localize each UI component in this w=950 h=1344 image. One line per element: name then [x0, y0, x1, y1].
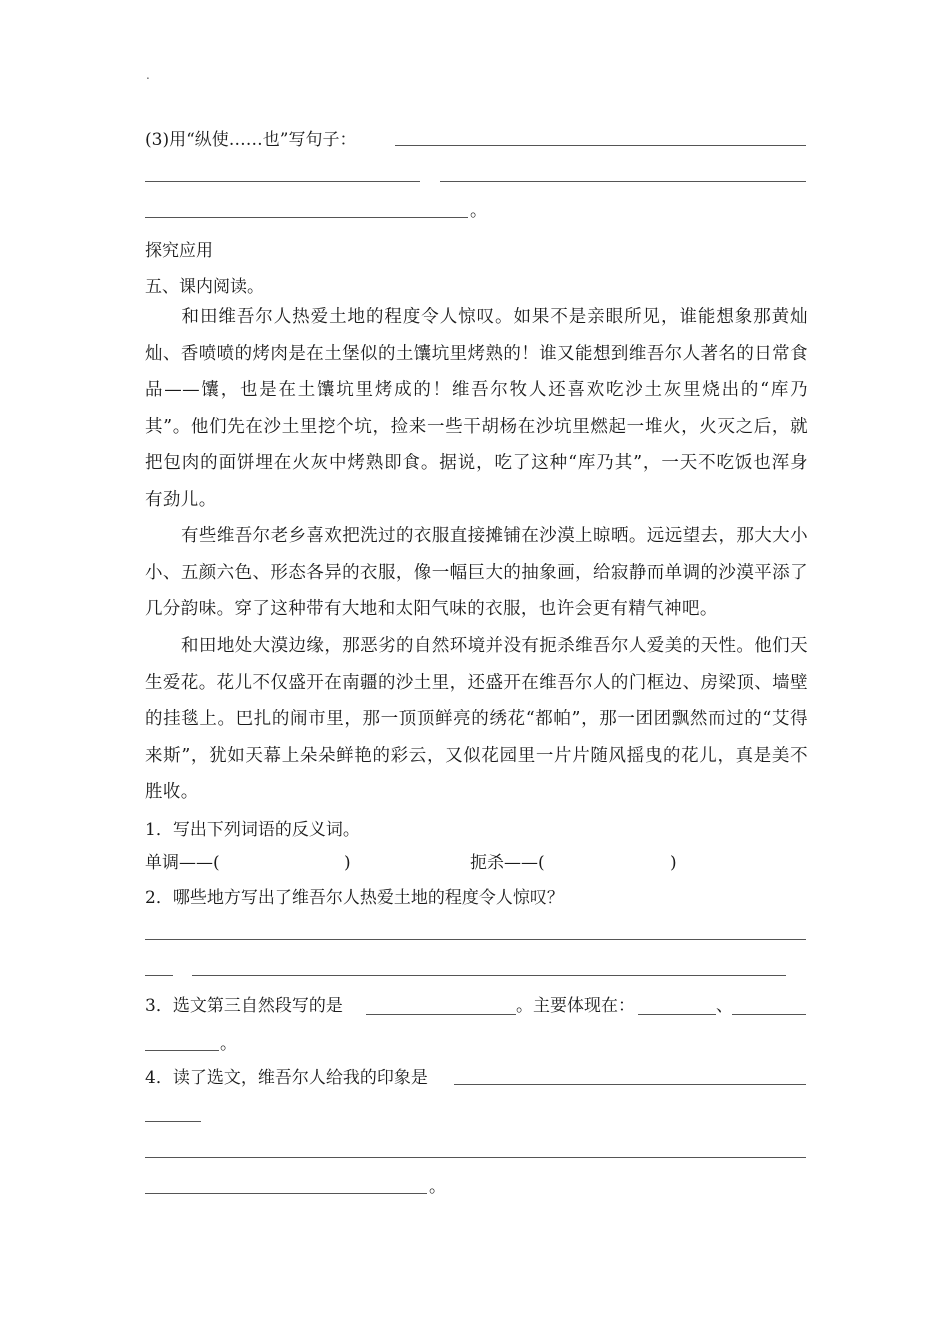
question-2: 2．哪些地方写出了维吾尔人热爱土地的程度令人惊叹？	[145, 888, 564, 908]
question-3-part-b: 。主要体现在：	[516, 996, 635, 1016]
answer-line[interactable]	[395, 145, 806, 146]
answer-line[interactable]	[732, 1014, 806, 1015]
passage-paragraph-2	[145, 518, 808, 628]
answer-line[interactable]	[145, 1193, 427, 1194]
answer-line[interactable]	[366, 1014, 516, 1015]
answer-line[interactable]	[145, 217, 468, 218]
passage-paragraph-1	[145, 299, 808, 518]
answer-line[interactable]	[145, 1121, 201, 1122]
answer-line[interactable]	[454, 1084, 806, 1085]
answer-line[interactable]	[145, 181, 420, 182]
page-dot: .	[146, 68, 150, 82]
paragraph-text: 和田地处大漠边缘，那恶劣的自然环境并没有扼杀维吾尔人爱美的天性。他们天生爱花。花儿不仅盛开在南疆的沙土里，还盛开在维吾尔人的门框边、房梁顶、墙壁的挂毯上。巴扎的闹市里，那一顶顶鲜亮的绣花“都帕”，那一团团飘然而过的“艾得来斯”，犹如天幕上朵朵鲜艳的彩云，又似花园里一片片随风摇曳的花儿，真是美不胜收。	[145, 636, 808, 802]
question-4: 4．读了选文，维吾尔人给我的印象是	[145, 1068, 428, 1088]
passage-paragraph-3	[145, 628, 808, 811]
q3-sentence-prompt: (3)用“纵使……也”写句子：	[145, 130, 357, 150]
antonym-close-b: )	[670, 853, 677, 873]
antonym-prompt-b: 扼杀——(	[470, 853, 545, 873]
antonym-close-a: )	[344, 853, 351, 873]
question-3-part-a: 3．选文第三自然段写的是	[145, 996, 343, 1016]
answer-line[interactable]	[638, 1014, 716, 1015]
question-4-period: 。	[429, 1177, 446, 1197]
answer-line[interactable]	[145, 1157, 806, 1158]
sentence-period: 。	[470, 201, 487, 221]
answer-line[interactable]	[440, 181, 806, 182]
paragraph-text: 和田维吾尔人热爱土地的程度令人惊叹。如果不是亲眼所见，谁能想象那黄灿灿、香喷喷的烤肉是在土堡似的土馕坑里烤熟的！谁又能想到维吾尔人著名的日常食品——馕，也是在土馕坑里烤成的！维吾尔牧人还喜欢吃沙土灰里烧出的“库乃其”。他们先在沙土里挖个坑，捡来一些干胡杨在沙坑里燃起一堆火，火灭之后，就把包肉的面饼埋在火灰中烤熟即食。据说，吃了这种“库乃其”，一天不吃饭也浑身有劲儿。	[145, 307, 808, 510]
answer-line[interactable]	[145, 1050, 219, 1051]
question-1: 1．写出下列词语的反义词。	[145, 820, 360, 840]
section-heading: 探究应用	[145, 241, 213, 261]
paragraph-text: 有些维吾尔老乡喜欢把洗过的衣服直接摊铺在沙漠上晾晒。远远望去，那大大小小、五颜六色、形态各异的衣服，像一幅巨大的抽象画，给寂静而单调的沙漠平添了几分韵味。穿了这种带有大地和太阳气味的衣服，也许会更有精气神吧。	[145, 526, 808, 619]
answer-line[interactable]	[145, 975, 173, 976]
question-3-separator: 、	[716, 996, 733, 1016]
answer-line[interactable]	[145, 939, 806, 940]
question-3-period: 。	[220, 1034, 237, 1054]
answer-line[interactable]	[192, 975, 786, 976]
section-title: 五、课内阅读。	[145, 277, 264, 297]
antonym-prompt-a: 单调——(	[145, 853, 220, 873]
